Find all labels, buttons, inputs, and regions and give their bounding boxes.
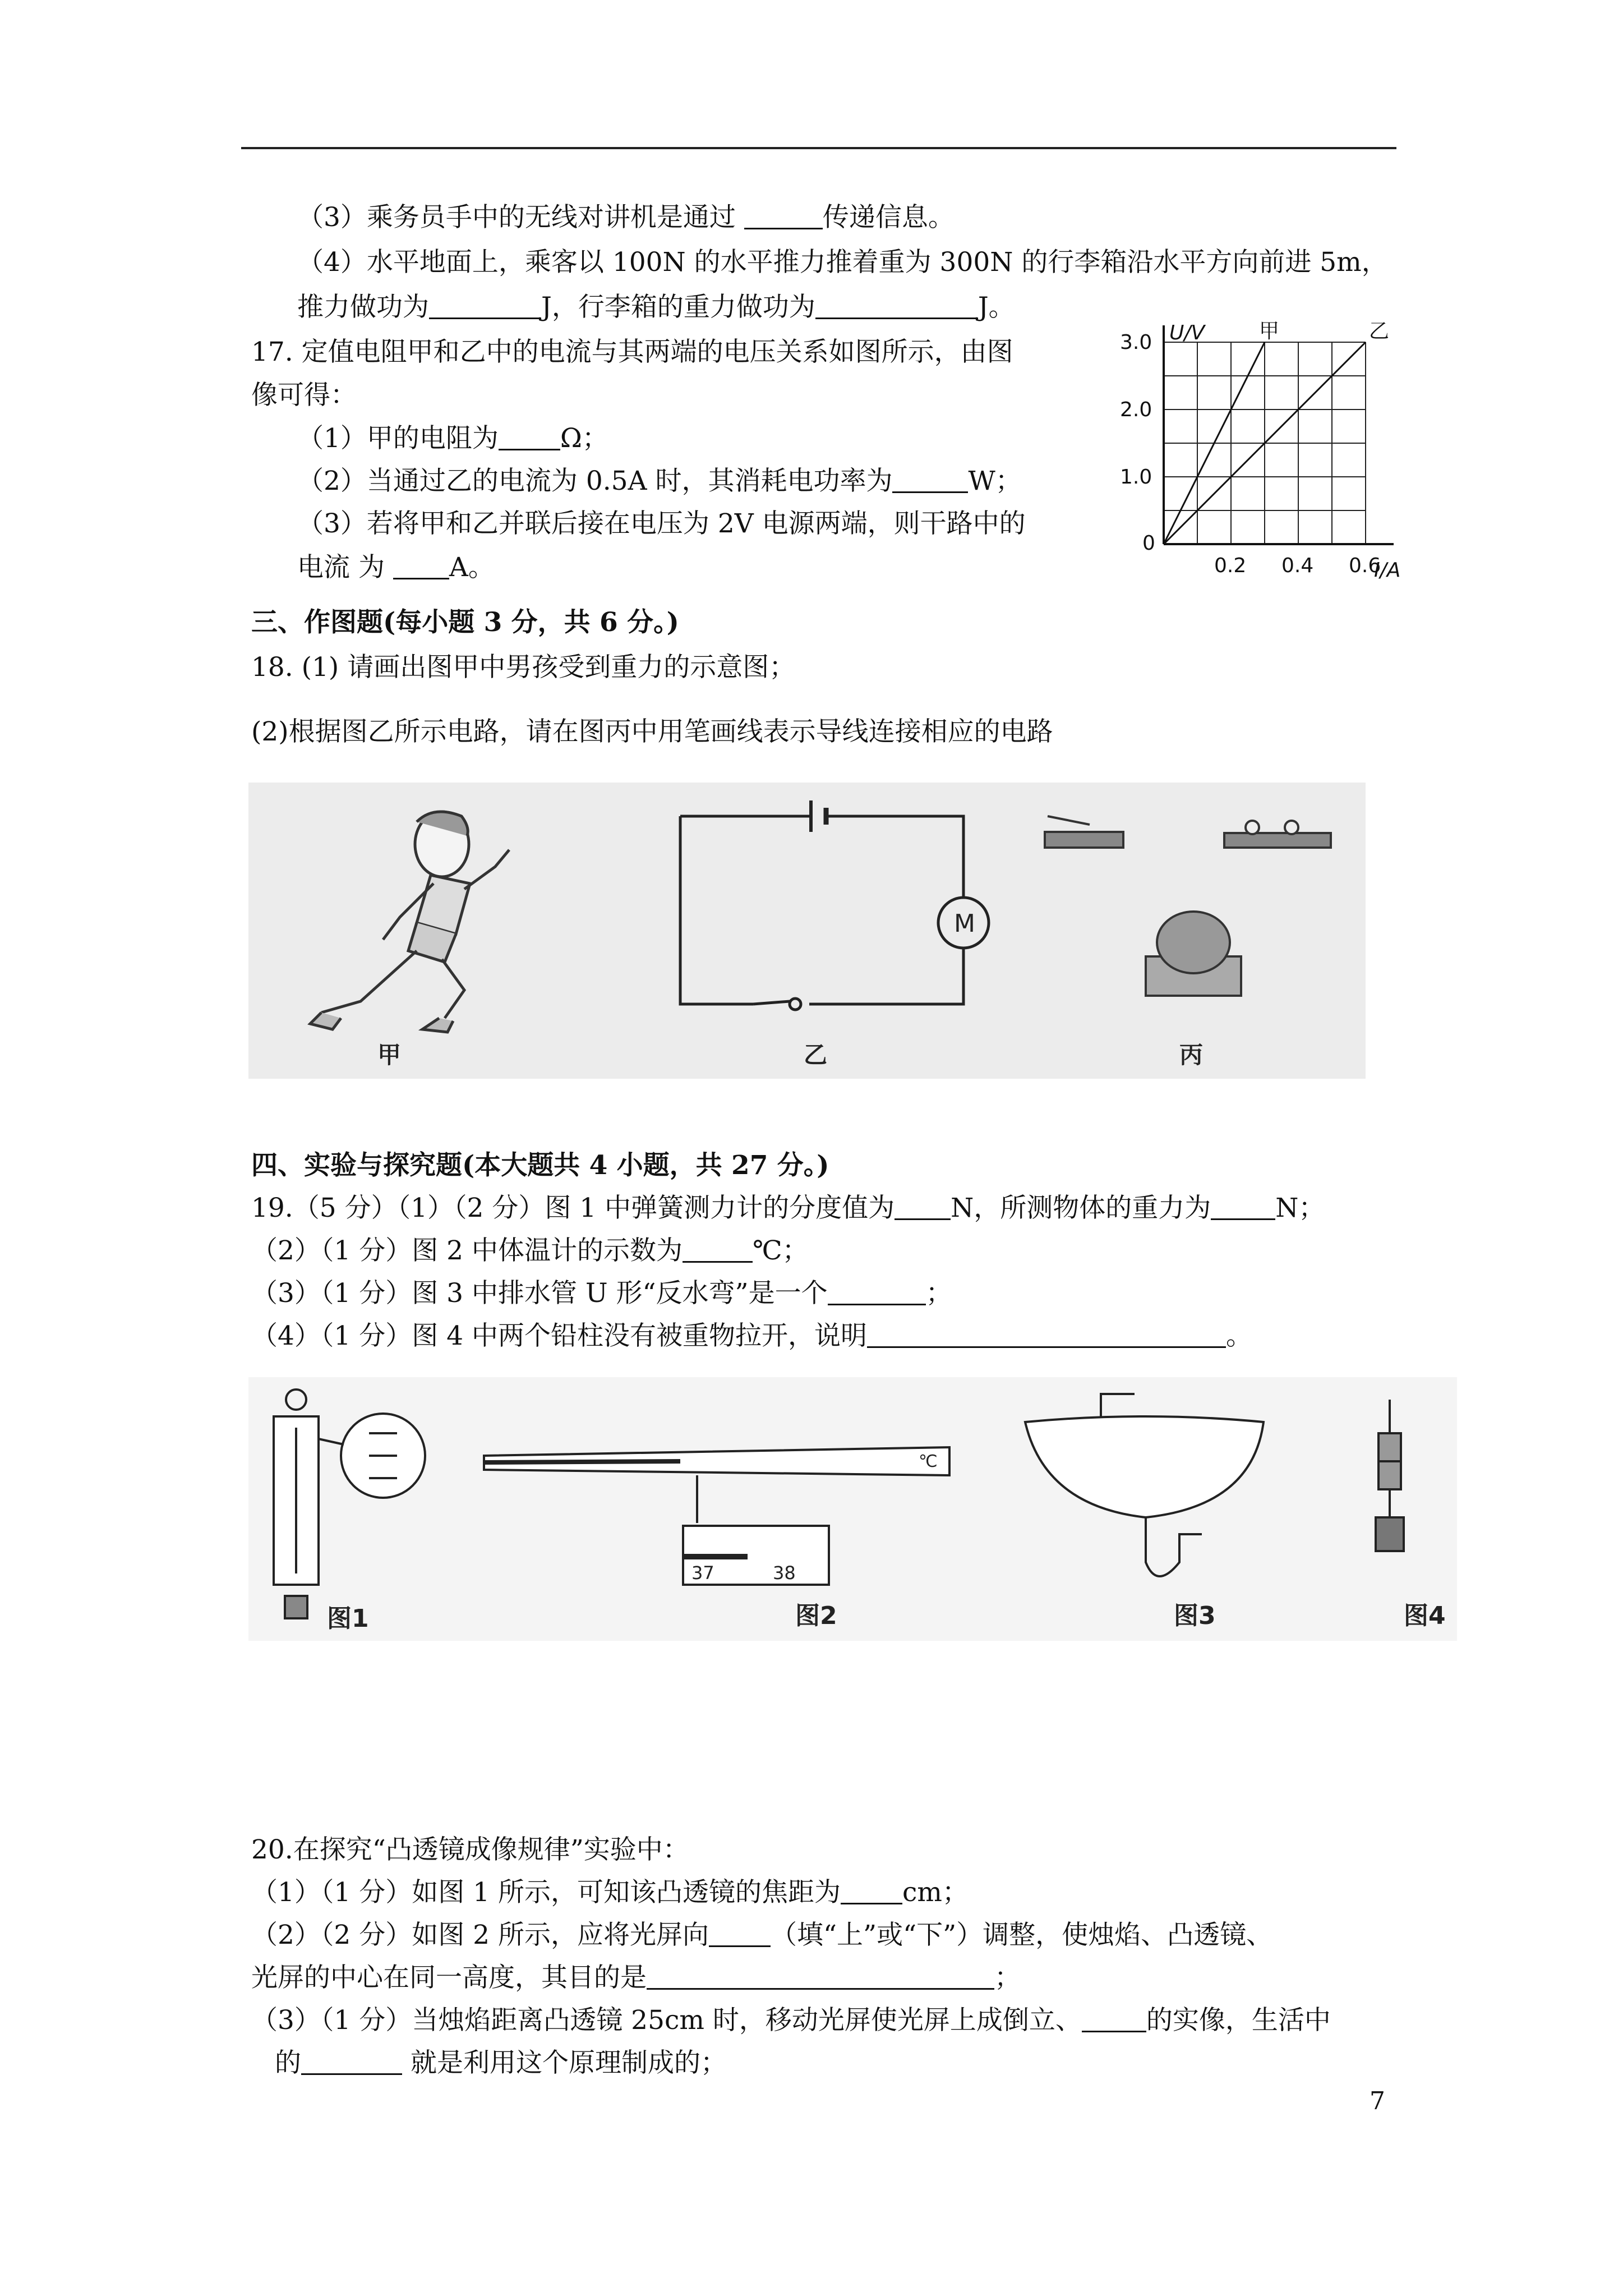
q17-part1: （1）甲的电阻为 Ω； [297,423,608,454]
q20-line1: 20.在探究“凸透镜成像规律”实验中： [251,1834,689,1865]
q20-part3: （3）（1 分）当烛焰距离凸透镜 25cm 时，移动光屏使光屏上成倒立、 的实像，生活中 [251,2005,1331,2036]
switch-component [1045,832,1123,848]
y-tick-label: 1.0 [1120,466,1152,489]
y-tick-label: 2.0 [1120,398,1152,421]
q17-part2: （2）当通过乙的电流为 0.5A 时，其消耗电功率为 W； [297,466,1022,496]
series-label-yi: 乙 [1369,320,1390,343]
q18-part2: (2)根据图乙所示电路，请在图丙中用笔画线表示导线连接相应的电路 [251,716,1053,747]
q16-line5: 推力做功为 J，行李箱的重力做功为 J。 [297,292,1015,323]
thermometer-tick-38: 38 [773,1562,796,1584]
q17-part4: 电流 为 A。 [297,552,495,583]
section3-title: 三、作图题(每小题 3 分，共 6 分。) [251,607,679,638]
figure-label-bing: 丙 [1179,1041,1204,1069]
q17-line2: 像可得： [251,380,357,411]
q19-part1: 19.（5 分）（1）（2 分）图 1 中弹簧测力计的分度值为 N，所测物体的重力为 N； [251,1193,1325,1223]
page-number: 7 [1370,2087,1385,2115]
figure-label-4: 图4 [1404,1602,1446,1630]
x-axis-label: I/A [1374,559,1401,582]
q16-line3: （3）乘务员手中的无线对讲机是通过 传递信息。 [297,202,955,233]
q19-part4: （4）（1 分）图 4 中两个铅柱没有被重物拉开，说明 。 [251,1320,1253,1351]
figure-18 [248,783,1366,1079]
figure-label-2: 图2 [795,1602,837,1630]
motor-component [1157,912,1230,973]
figure-19-background [248,1377,1457,1641]
q18-part1: 18. (1) 请画出图甲中男孩受到重力的示意图； [251,652,796,683]
motor-label: M [954,909,975,938]
battery-holder-component [1224,833,1331,848]
q17-part3: （3）若将甲和乙并联后接在电压为 2V 电源两端，则干路中的 [297,508,1026,539]
series-label-jia: 甲 [1259,320,1280,343]
figure-19 [248,1377,1457,1641]
section4-title: 四、实验与探究题(本大题共 4 小题，共 27 分。) [251,1150,829,1181]
ui-chart [1116,320,1408,589]
q20-part2: （2）（2 分）如图 2 所示，应将光屏向 （填“上”或“下”）调整，使烛焰、凸透镜、 [251,1920,1273,1950]
header-rule [241,147,1396,149]
x-tick-label: 0.6 [1349,554,1381,577]
q16-line4: （4）水平地面上，乘客以 100N 的水平推力推着重为 300N 的行李箱沿水平方向前进 5m， [297,247,1388,278]
figure-label-jia: 甲 [377,1041,402,1069]
q17-line1: 17. 定值电阻甲和乙中的电流与其两端的电压关系如图所示，由图 [251,337,1013,367]
thermometer-tick-37: 37 [691,1562,714,1584]
q19-part3: （3）（1 分）图 3 中排水管 U 形“反水弯”是一个 ； [251,1278,952,1309]
q20-part2-cont: 光屏的中心在同一高度，其目的是 ； [251,1962,1021,1993]
q20-part1: （1）（1 分）如图 1 所示，可知该凸透镜的焦距为 cm； [251,1877,969,1908]
figure-label-3: 图3 [1174,1602,1216,1630]
q19-part2: （2）（1 分）图 2 中体温计的示数为 ℃； [251,1235,809,1266]
y-axis-label: U/V [1169,321,1205,344]
figure-label-1: 图1 [327,1604,369,1633]
origin-label: 0 [1142,532,1155,555]
y-tick-label: 3.0 [1120,331,1152,354]
thermometer-unit: ℃ [919,1452,938,1471]
x-tick-label: 0.4 [1281,554,1314,577]
q20-part3-cont: 的 就是利用这个原理制成的； [275,2047,727,2078]
x-tick-label: 0.2 [1214,554,1247,577]
figure-label-yi: 乙 [804,1041,828,1069]
